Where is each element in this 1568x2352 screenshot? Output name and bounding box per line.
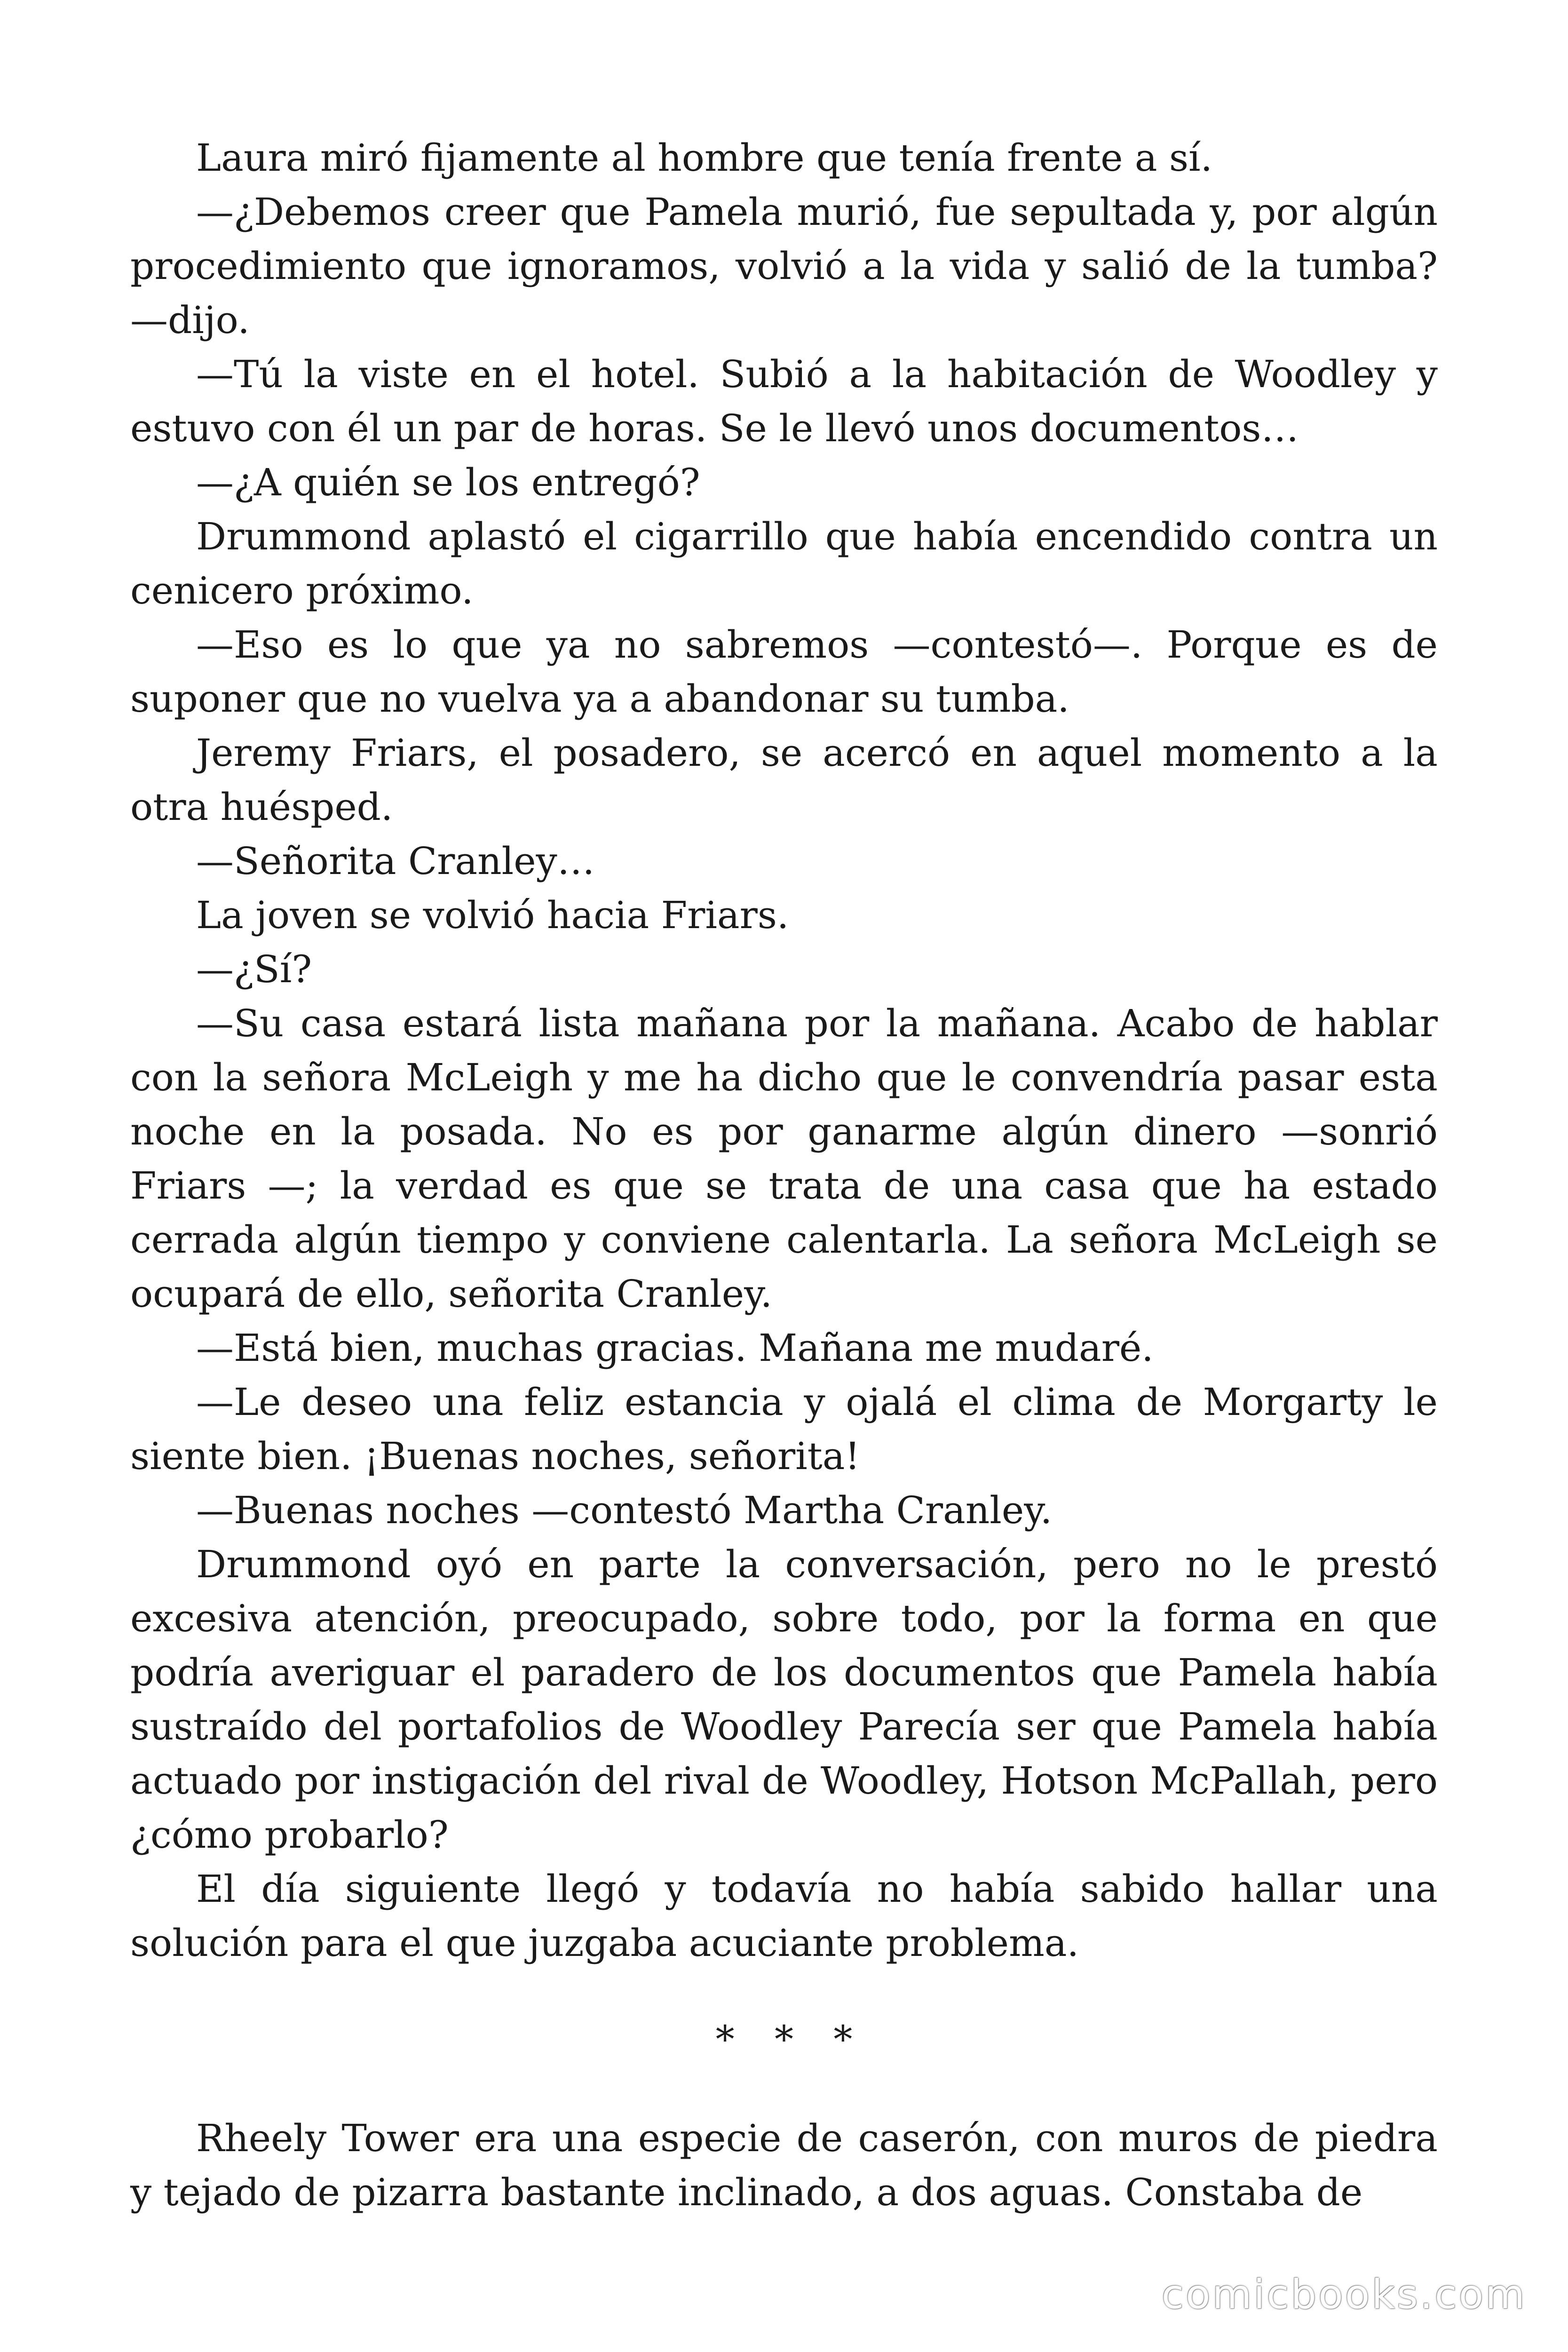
paragraph: —Tú la viste en el hotel. Subió a la habitación de Woodley y estuvo con él un par de horas. Se le llevó unos documentos… [130,352,1438,450]
page-text [130,131,1438,2219]
paragraph: El día siguiente llegó y todavía no había sabido hallar una solución para el que juzgaba acuciante problema. [130,1867,1438,1965]
paragraph: Jeremy Friars, el posadero, se acercó en aquel momento a la otra huésped. [130,731,1438,829]
paragraph: —Buenas noches —contestó Martha Cranley. [196,1488,1053,1532]
paragraph: La joven se volvió hacia Friars. [196,893,789,937]
watermark: comicbooks.com [1161,2271,1527,2318]
paragraph: —Su casa estará lista mañana por la mañana. Acabo de hablar con la señora McLeigh y me ha dicho que le convendría pasar esta noche en la posada. No es por ganarme algún dinero —sonrió Friars —; la verdad es que se trata de una casa que ha estado cerrada algún tiempo y conviene calentarla. La señora McLeigh se ocupará de ello, señorita Cranley. [130,1001,1438,1316]
paragraph: Drummond oyó en parte la conversación, pero no le prestó excesiva atención, preocupado, sobre todo, por la forma en que podría averiguar el paradero de los documentos que Pamela había sustraído del portafolios de Woodley Parecía ser que Pamela había actuado por instigación del rival de Woodley, Hotson McPallah, pero ¿cómo probarlo? [130,1542,1438,1857]
paragraph: Laura miró fijamente al hombre que tenía frente a sí. [196,136,1213,180]
paragraph: Rheely Tower era una especie de caserón, con muros de piedra y tejado de pizarra bastante inclinado, a dos aguas. Constaba de [130,2116,1438,2214]
paragraph: Drummond aplastó el cigarrillo que había encendido contra un cenicero próximo. [130,515,1438,612]
paragraph: —¿A quién se los entregó? [196,461,700,504]
paragraph: —Le deseo una feliz estancia y ojalá el clima de Morgarty le siente bien. ¡Buenas noches, señorita! [130,1380,1438,1478]
paragraph: —Señorita Cranley… [196,839,595,883]
paragraph: —¿Sí? [196,947,312,991]
paragraph: —Eso es lo que ya no sabremos —contestó—. Porque es de suponer que no vuelva ya a abandonar su tumba. [130,623,1438,721]
paragraph: —Está bien, muchas gracias. Mañana me mudaré. [196,1326,1154,1370]
paragraph: —¿Debemos creer que Pamela murió, fue sepultada y, por algún procedimiento que ignoramos, volvió a la vida y salió de la tumba? —dijo. [130,190,1438,342]
scene-separator: * * * [715,2018,867,2061]
